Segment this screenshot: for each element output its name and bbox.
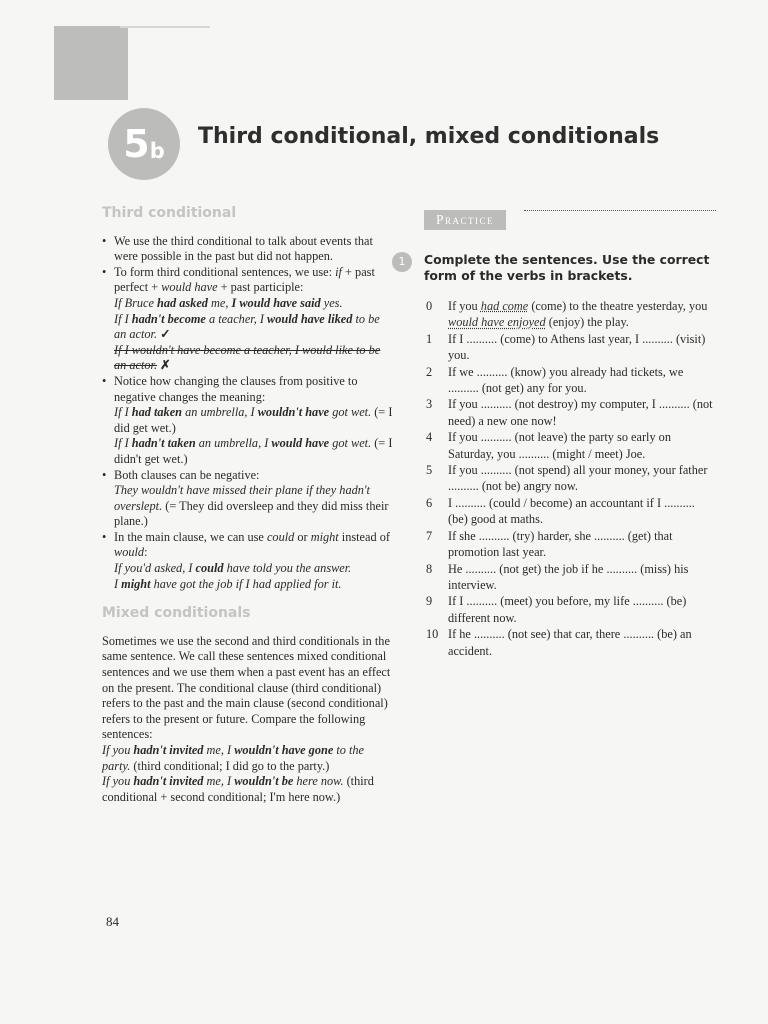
- third-conditional-rules: [102, 234, 394, 593]
- rule-form-would-have: would have: [161, 280, 218, 295]
- unit-number: 5: [123, 122, 150, 166]
- rule-form-if: if: [335, 264, 342, 279]
- practice-column: [398, 206, 716, 659]
- exercise-item: 10 If he .......... (not see) that car, there .......... (be) an accident.: [426, 627, 692, 658]
- mixed-example-1: If you hadn't invited me, I wouldn't have gone to the party. (third conditional; I did go to the party.): [102, 743, 365, 773]
- mixed-conditionals-explanation: Sometimes we use the second and third conditionals in the same sentence. We call these sentences mixed conditional sentences and we use them when a past event has an effect on the present. The conditional clause (third conditional) refers to the past and the main clause (second conditional) refers to the present or future. Compare the following sentences:: [102, 633, 391, 742]
- exercise-number-badge: 1: [392, 252, 412, 272]
- rule-both-negative: [102, 468, 394, 530]
- exercise-item: 2 If we .......... (know) you already had tickets, we .......... (not get) any for you.: [426, 364, 684, 396]
- rule-modals: • In the main clause, we can use could or might instead of would: If you'd asked, I could have told you the answer. I might have got the job if I had applied for it.: [102, 530, 394, 592]
- exercise-item: 5 If you .......... (not spend) all your money, your father .......... (not be) angry now.: [426, 463, 708, 494]
- grammar-column: [102, 206, 394, 805]
- rule-form-participle: + past participle:: [217, 280, 304, 295]
- check-icon: ✓: [160, 327, 171, 342]
- example-sentence: If Bruce had asked me, I would have said yes.: [114, 295, 343, 310]
- exercise-items: [424, 298, 716, 659]
- example-sentence: They wouldn't have missed their plane if they hadn't overslept. (= They did oversleep and they did miss their plane.): [114, 483, 389, 529]
- rule-polarity: [102, 374, 394, 468]
- exercise-item: 9 If I .......... (meet) you before, my life .......... (be) different now.: [426, 594, 687, 625]
- rule-usage-text: We use the third conditional to talk about events that were possible in the past but did not happen.: [114, 233, 373, 264]
- exercise-item: 3 If you .......... (not destroy) my computer, I .......... (not need) a new one now!: [426, 397, 713, 428]
- practice-divider: [524, 210, 716, 211]
- unit-letter: b: [149, 139, 165, 163]
- rule-form: [102, 265, 394, 374]
- example-sentence: If I hadn't taken an umbrella, I would have got wet. (= I didn't get wet.): [114, 436, 393, 466]
- third-conditional-heading: Third conditional: [102, 205, 237, 221]
- rule-usage: [102, 234, 394, 265]
- example-sentence: I might have got the job if I had applied for it.: [114, 576, 342, 591]
- practice-header: [424, 206, 716, 230]
- incorrect-example: If I wouldn't have become a teacher, I would like to be an actor. ✗: [114, 342, 381, 373]
- rule-both-negative-text: Both clauses can be negative:: [114, 467, 260, 482]
- cross-icon: ✗: [160, 358, 171, 373]
- exercise-item: 7 If she .......... (try) harder, she .......... (get) that promotion last year.: [426, 528, 673, 560]
- exercise-item: 4 If you .......... (not leave) the party so early on Saturday, you .......... (might / meet) Joe.: [426, 430, 671, 461]
- corner-decoration: [54, 26, 128, 100]
- practice-tab: Practice: [424, 210, 506, 230]
- mixed-conditionals-heading: Mixed conditionals: [102, 605, 251, 622]
- exercise-item: 8 He .......... (not get) the job if he .......... (miss) his interview.: [426, 561, 689, 592]
- exercise-instruction: Complete the sentences. Use the correct form of the verbs in brackets.: [424, 252, 710, 283]
- exercise-header: [398, 252, 716, 284]
- handwritten-answer: would have enjoyed: [448, 315, 546, 330]
- corner-rule: [120, 26, 210, 28]
- mixed-conditionals-body: [102, 634, 394, 806]
- handwritten-answer: had come: [480, 299, 529, 313]
- exercise-item: 0 If you had come (come) to the theatre yesterday, you would have enjoyed (enjoy) the play.: [426, 299, 708, 330]
- example-sentence: If you'd asked, I could have told you the answer.: [114, 561, 352, 576]
- rule-form-text: To form third conditional sentences, we use:: [114, 264, 336, 279]
- page-number: 84: [106, 914, 119, 929]
- unit-badge: [108, 108, 180, 180]
- example-sentence: If I hadn't become a teacher, I would have liked to be an actor. ✓: [114, 311, 380, 342]
- exercise-item: 1 If I .......... (come) to Athens last year, I .......... (visit) you.: [426, 331, 706, 363]
- rule-modals-text: In the main clause, we can use: [114, 529, 267, 544]
- rule-form-past-perfect: + past perfect +: [114, 264, 375, 295]
- mixed-example-2: If you hadn't invited me, I wouldn't be here now. (third conditional + second conditional; I'm here now.): [102, 774, 374, 804]
- exercise-item: 6 I .......... (could / become) an accountant if I .......... (be) good at maths.: [426, 495, 695, 527]
- example-sentence: If I had taken an umbrella, I wouldn't have got wet. (= I did get wet.): [114, 405, 393, 435]
- page-title: Third conditional, mixed conditionals: [198, 124, 660, 149]
- rule-polarity-text: Notice how changing the clauses from positive to negative changes the meaning:: [114, 373, 358, 404]
